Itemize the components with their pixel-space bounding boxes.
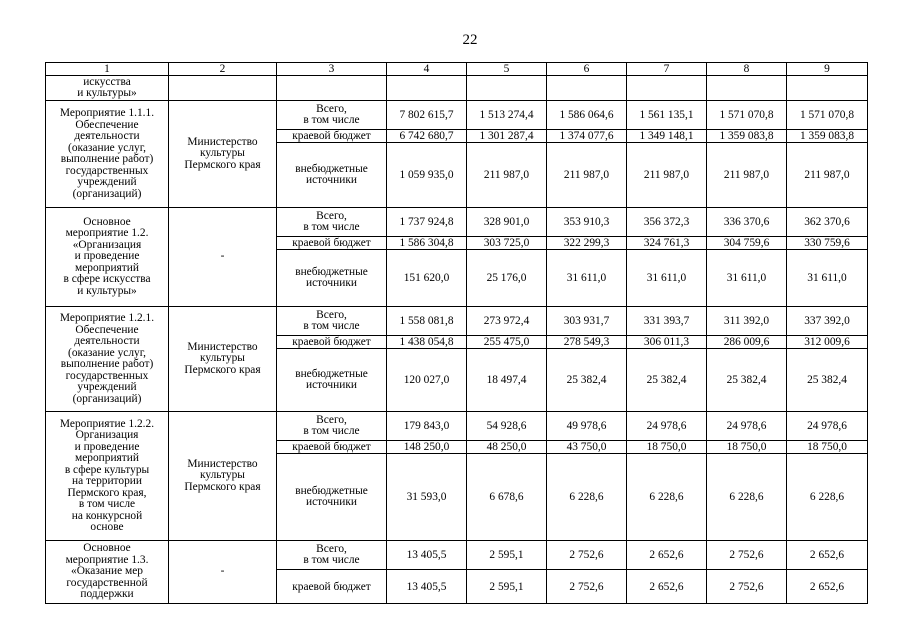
amount-cell: 31 593,0 xyxy=(387,454,467,541)
page-number: 22 xyxy=(462,32,478,48)
amount-cell: 328 901,0 xyxy=(467,208,547,237)
amount-cell: 211 987,0 xyxy=(707,143,787,208)
amount-cell: 151 620,0 xyxy=(387,250,467,307)
amount-cell: 18 750,0 xyxy=(707,441,787,454)
source-cell: внебюджетные источники xyxy=(277,250,387,307)
amount-cell: 2 752,6 xyxy=(547,570,627,604)
amount-cell: 24 978,6 xyxy=(627,412,707,441)
amount-cell: 43 750,0 xyxy=(547,441,627,454)
amount-cell: 1 586 064,6 xyxy=(547,101,627,130)
amount-cell: 322 299,3 xyxy=(547,237,627,250)
amount-cell: 1 561 135,1 xyxy=(627,101,707,130)
table-row xyxy=(46,541,868,570)
empty-cell xyxy=(627,76,707,101)
column-header: 1 xyxy=(46,63,169,76)
amount-cell: 211 987,0 xyxy=(787,143,868,208)
amount-cell: 148 250,0 xyxy=(387,441,467,454)
column-header: 2 xyxy=(169,63,277,76)
amount-cell: 49 978,6 xyxy=(547,412,627,441)
source-cell: Всего, в том числе xyxy=(277,208,387,237)
source-cell: краевой бюджет xyxy=(277,336,387,349)
amount-cell: 25 176,0 xyxy=(467,250,547,307)
amount-cell: 1 359 083,8 xyxy=(787,130,868,143)
amount-cell: 25 382,4 xyxy=(787,349,868,412)
amount-cell: 286 009,6 xyxy=(707,336,787,349)
amount-cell: 1 349 148,1 xyxy=(627,130,707,143)
amount-cell: 24 978,6 xyxy=(707,412,787,441)
amount-cell: 2 595,1 xyxy=(467,570,547,604)
amount-cell: 306 011,3 xyxy=(627,336,707,349)
amount-cell: 6 228,6 xyxy=(547,454,627,541)
budget-table xyxy=(45,62,868,604)
amount-cell: 304 759,6 xyxy=(707,237,787,250)
amount-cell: 1 374 077,6 xyxy=(547,130,627,143)
amount-cell: 25 382,4 xyxy=(707,349,787,412)
empty-cell xyxy=(707,76,787,101)
executor-cell: Министерство культуры Пермского края xyxy=(169,412,277,541)
amount-cell: 311 392,0 xyxy=(707,307,787,336)
source-cell: Всего, в том числе xyxy=(277,101,387,130)
source-cell: краевой бюджет xyxy=(277,130,387,143)
amount-cell: 7 802 615,7 xyxy=(387,101,467,130)
source-cell: Всего, в том числе xyxy=(277,541,387,570)
event-name-cell: Мероприятие 1.2.1. Обеспечение деятельности (оказание услуг, выполнение работ) государственных учреждений (организаций) xyxy=(46,307,169,412)
column-header-row xyxy=(46,63,868,76)
empty-cell xyxy=(547,76,627,101)
event-name-cell: Мероприятие 1.2.2. Организация и проведение мероприятий в сфере культуры на территории Пермского края, в том числе на конкурсной основе xyxy=(46,412,169,541)
amount-cell: 24 978,6 xyxy=(787,412,868,441)
amount-cell: 331 393,7 xyxy=(627,307,707,336)
executor-cell: Министерство культуры Пермского края xyxy=(169,101,277,208)
amount-cell: 31 611,0 xyxy=(627,250,707,307)
empty-cell xyxy=(277,76,387,101)
amount-cell: 31 611,0 xyxy=(547,250,627,307)
column-header: 9 xyxy=(787,63,868,76)
amount-cell: 255 475,0 xyxy=(467,336,547,349)
amount-cell: 1 359 083,8 xyxy=(707,130,787,143)
amount-cell: 2 752,6 xyxy=(707,541,787,570)
empty-cell xyxy=(387,76,467,101)
executor-cell: - xyxy=(169,541,277,604)
amount-cell: 353 910,3 xyxy=(547,208,627,237)
column-header: 8 xyxy=(707,63,787,76)
source-cell: краевой бюджет xyxy=(277,237,387,250)
amount-cell: 1 737 924,8 xyxy=(387,208,467,237)
event-name-cell: Основное мероприятие 1.2. «Организация и проведение мероприятий в сфере искусства и культуры» xyxy=(46,208,169,307)
source-cell: Всего, в том числе xyxy=(277,307,387,336)
amount-cell: 31 611,0 xyxy=(787,250,868,307)
table-row xyxy=(46,307,868,336)
amount-cell: 337 392,0 xyxy=(787,307,868,336)
source-cell: внебюджетные источники xyxy=(277,143,387,208)
amount-cell: 273 972,4 xyxy=(467,307,547,336)
amount-cell: 13 405,5 xyxy=(387,570,467,604)
amount-cell: 54 928,6 xyxy=(467,412,547,441)
amount-cell: 1 571 070,8 xyxy=(707,101,787,130)
column-header: 7 xyxy=(627,63,707,76)
amount-cell: 25 382,4 xyxy=(627,349,707,412)
amount-cell: 120 027,0 xyxy=(387,349,467,412)
amount-cell: 278 549,3 xyxy=(547,336,627,349)
amount-cell: 330 759,6 xyxy=(787,237,868,250)
amount-cell: 18 750,0 xyxy=(627,441,707,454)
amount-cell: 1 513 274,4 xyxy=(467,101,547,130)
amount-cell: 303 725,0 xyxy=(467,237,547,250)
amount-cell: 303 931,7 xyxy=(547,307,627,336)
amount-cell: 2 652,6 xyxy=(787,541,868,570)
amount-cell: 362 370,6 xyxy=(787,208,868,237)
amount-cell: 336 370,6 xyxy=(707,208,787,237)
empty-cell xyxy=(787,76,868,101)
amount-cell: 2 752,6 xyxy=(707,570,787,604)
column-header: 6 xyxy=(547,63,627,76)
amount-cell: 312 009,6 xyxy=(787,336,868,349)
amount-cell: 2 752,6 xyxy=(547,541,627,570)
continuation-row xyxy=(46,76,868,101)
amount-cell: 6 742 680,7 xyxy=(387,130,467,143)
amount-cell: 25 382,4 xyxy=(547,349,627,412)
amount-cell: 1 586 304,8 xyxy=(387,237,467,250)
column-header: 3 xyxy=(277,63,387,76)
source-cell: краевой бюджет xyxy=(277,570,387,604)
amount-cell: 6 228,6 xyxy=(627,454,707,541)
amount-cell: 1 301 287,4 xyxy=(467,130,547,143)
amount-cell: 2 595,1 xyxy=(467,541,547,570)
executor-cell: Министерство культуры Пермского края xyxy=(169,307,277,412)
amount-cell: 1 558 081,8 xyxy=(387,307,467,336)
source-cell: Всего, в том числе xyxy=(277,412,387,441)
empty-cell xyxy=(169,76,277,101)
amount-cell: 1 438 054,8 xyxy=(387,336,467,349)
amount-cell: 48 250,0 xyxy=(467,441,547,454)
amount-cell: 31 611,0 xyxy=(707,250,787,307)
amount-cell: 211 987,0 xyxy=(467,143,547,208)
amount-cell: 1 571 070,8 xyxy=(787,101,868,130)
source-cell: краевой бюджет xyxy=(277,441,387,454)
table-row xyxy=(46,208,868,237)
amount-cell: 324 761,3 xyxy=(627,237,707,250)
executor-cell: - xyxy=(169,208,277,307)
amount-cell: 2 652,6 xyxy=(627,570,707,604)
column-header: 5 xyxy=(467,63,547,76)
amount-cell: 18 750,0 xyxy=(787,441,868,454)
amount-cell: 18 497,4 xyxy=(467,349,547,412)
table-row xyxy=(46,412,868,441)
table-row xyxy=(46,101,868,130)
amount-cell: 211 987,0 xyxy=(627,143,707,208)
amount-cell: 2 652,6 xyxy=(787,570,868,604)
continuation-cell: искусства и культуры» xyxy=(46,76,169,101)
column-header: 4 xyxy=(387,63,467,76)
amount-cell: 179 843,0 xyxy=(387,412,467,441)
amount-cell: 1 059 935,0 xyxy=(387,143,467,208)
event-name-cell: Основное мероприятие 1.3. «Оказание мер государственной поддержки xyxy=(46,541,169,604)
empty-cell xyxy=(467,76,547,101)
amount-cell: 6 228,6 xyxy=(787,454,868,541)
source-cell: внебюджетные источники xyxy=(277,349,387,412)
amount-cell: 356 372,3 xyxy=(627,208,707,237)
amount-cell: 6 678,6 xyxy=(467,454,547,541)
amount-cell: 6 228,6 xyxy=(707,454,787,541)
amount-cell: 2 652,6 xyxy=(627,541,707,570)
event-name-cell: Мероприятие 1.1.1. Обеспечение деятельности (оказание услуг, выполнение работ) государственных учреждений (организаций) xyxy=(46,101,169,208)
amount-cell: 13 405,5 xyxy=(387,541,467,570)
source-cell: внебюджетные источники xyxy=(277,454,387,541)
amount-cell: 211 987,0 xyxy=(547,143,627,208)
